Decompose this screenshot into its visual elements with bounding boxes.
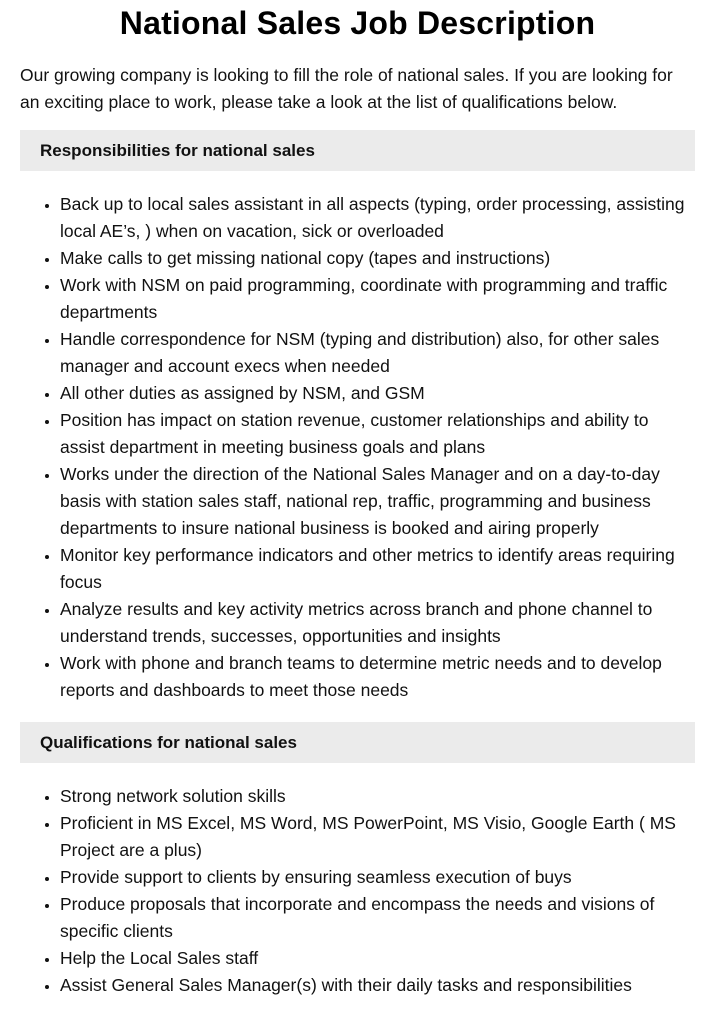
qualifications-heading: Qualifications for national sales: [20, 722, 695, 763]
intro-paragraph: Our growing company is looking to fill the role of national sales. If you are looking for an exciting place to work, please take a look at the list of qualifications below.: [20, 65, 673, 112]
list-item: • Analyze results and key activity metrics across branch and phone channel to understand trends, successes, opportunities and insights: [60, 596, 695, 650]
list-item: • Position has impact on station revenue, customer relationships and ability to assist department in meeting business goals and plans: [60, 407, 695, 461]
list-item: • Produce proposals that incorporate and encompass the needs and visions of specific clients: [60, 891, 695, 945]
responsibilities-heading: Responsibilities for national sales: [20, 130, 695, 171]
list-item: • Strong network solution skills: [60, 783, 695, 810]
qualifications-list: [20, 783, 695, 999]
responsibilities-list: [20, 191, 695, 704]
list-item: • Help the Local Sales staff: [60, 945, 695, 972]
list-item: • Provide support to clients by ensuring seamless execution of buys: [60, 864, 695, 891]
list-item: • Monitor key performance indicators and other metrics to identify areas requiring focus: [60, 542, 695, 596]
page-title: National Sales Job Description: [119, 5, 596, 41]
list-item: • Work with NSM on paid programming, coordinate with programming and traffic departments: [60, 272, 695, 326]
list-item: • Proficient in MS Excel, MS Word, MS PowerPoint, MS Visio, Google Earth ( MS Project are a plus): [60, 810, 695, 864]
list-item: • Assist General Sales Manager(s) with their daily tasks and responsibilities: [60, 972, 695, 999]
list-item: • Work with phone and branch teams to determine metric needs and to develop reports and dashboards to meet those needs: [60, 650, 695, 704]
list-item: • Make calls to get missing national copy (tapes and instructions): [60, 245, 695, 272]
list-item: • Works under the direction of the National Sales Manager and on a day-to-day basis with station sales staff, national rep, traffic, programming and business departments to insure national business is booked and airing properly: [60, 461, 695, 542]
list-item: • All other duties as assigned by NSM, and GSM: [60, 380, 695, 407]
list-item: • Back up to local sales assistant in all aspects (typing, order processing, assisting local AE’s, ) when on vacation, sick or overloaded: [60, 191, 695, 245]
list-item: • Handle correspondence for NSM (typing and distribution) also, for other sales manager and account execs when needed: [60, 326, 695, 380]
